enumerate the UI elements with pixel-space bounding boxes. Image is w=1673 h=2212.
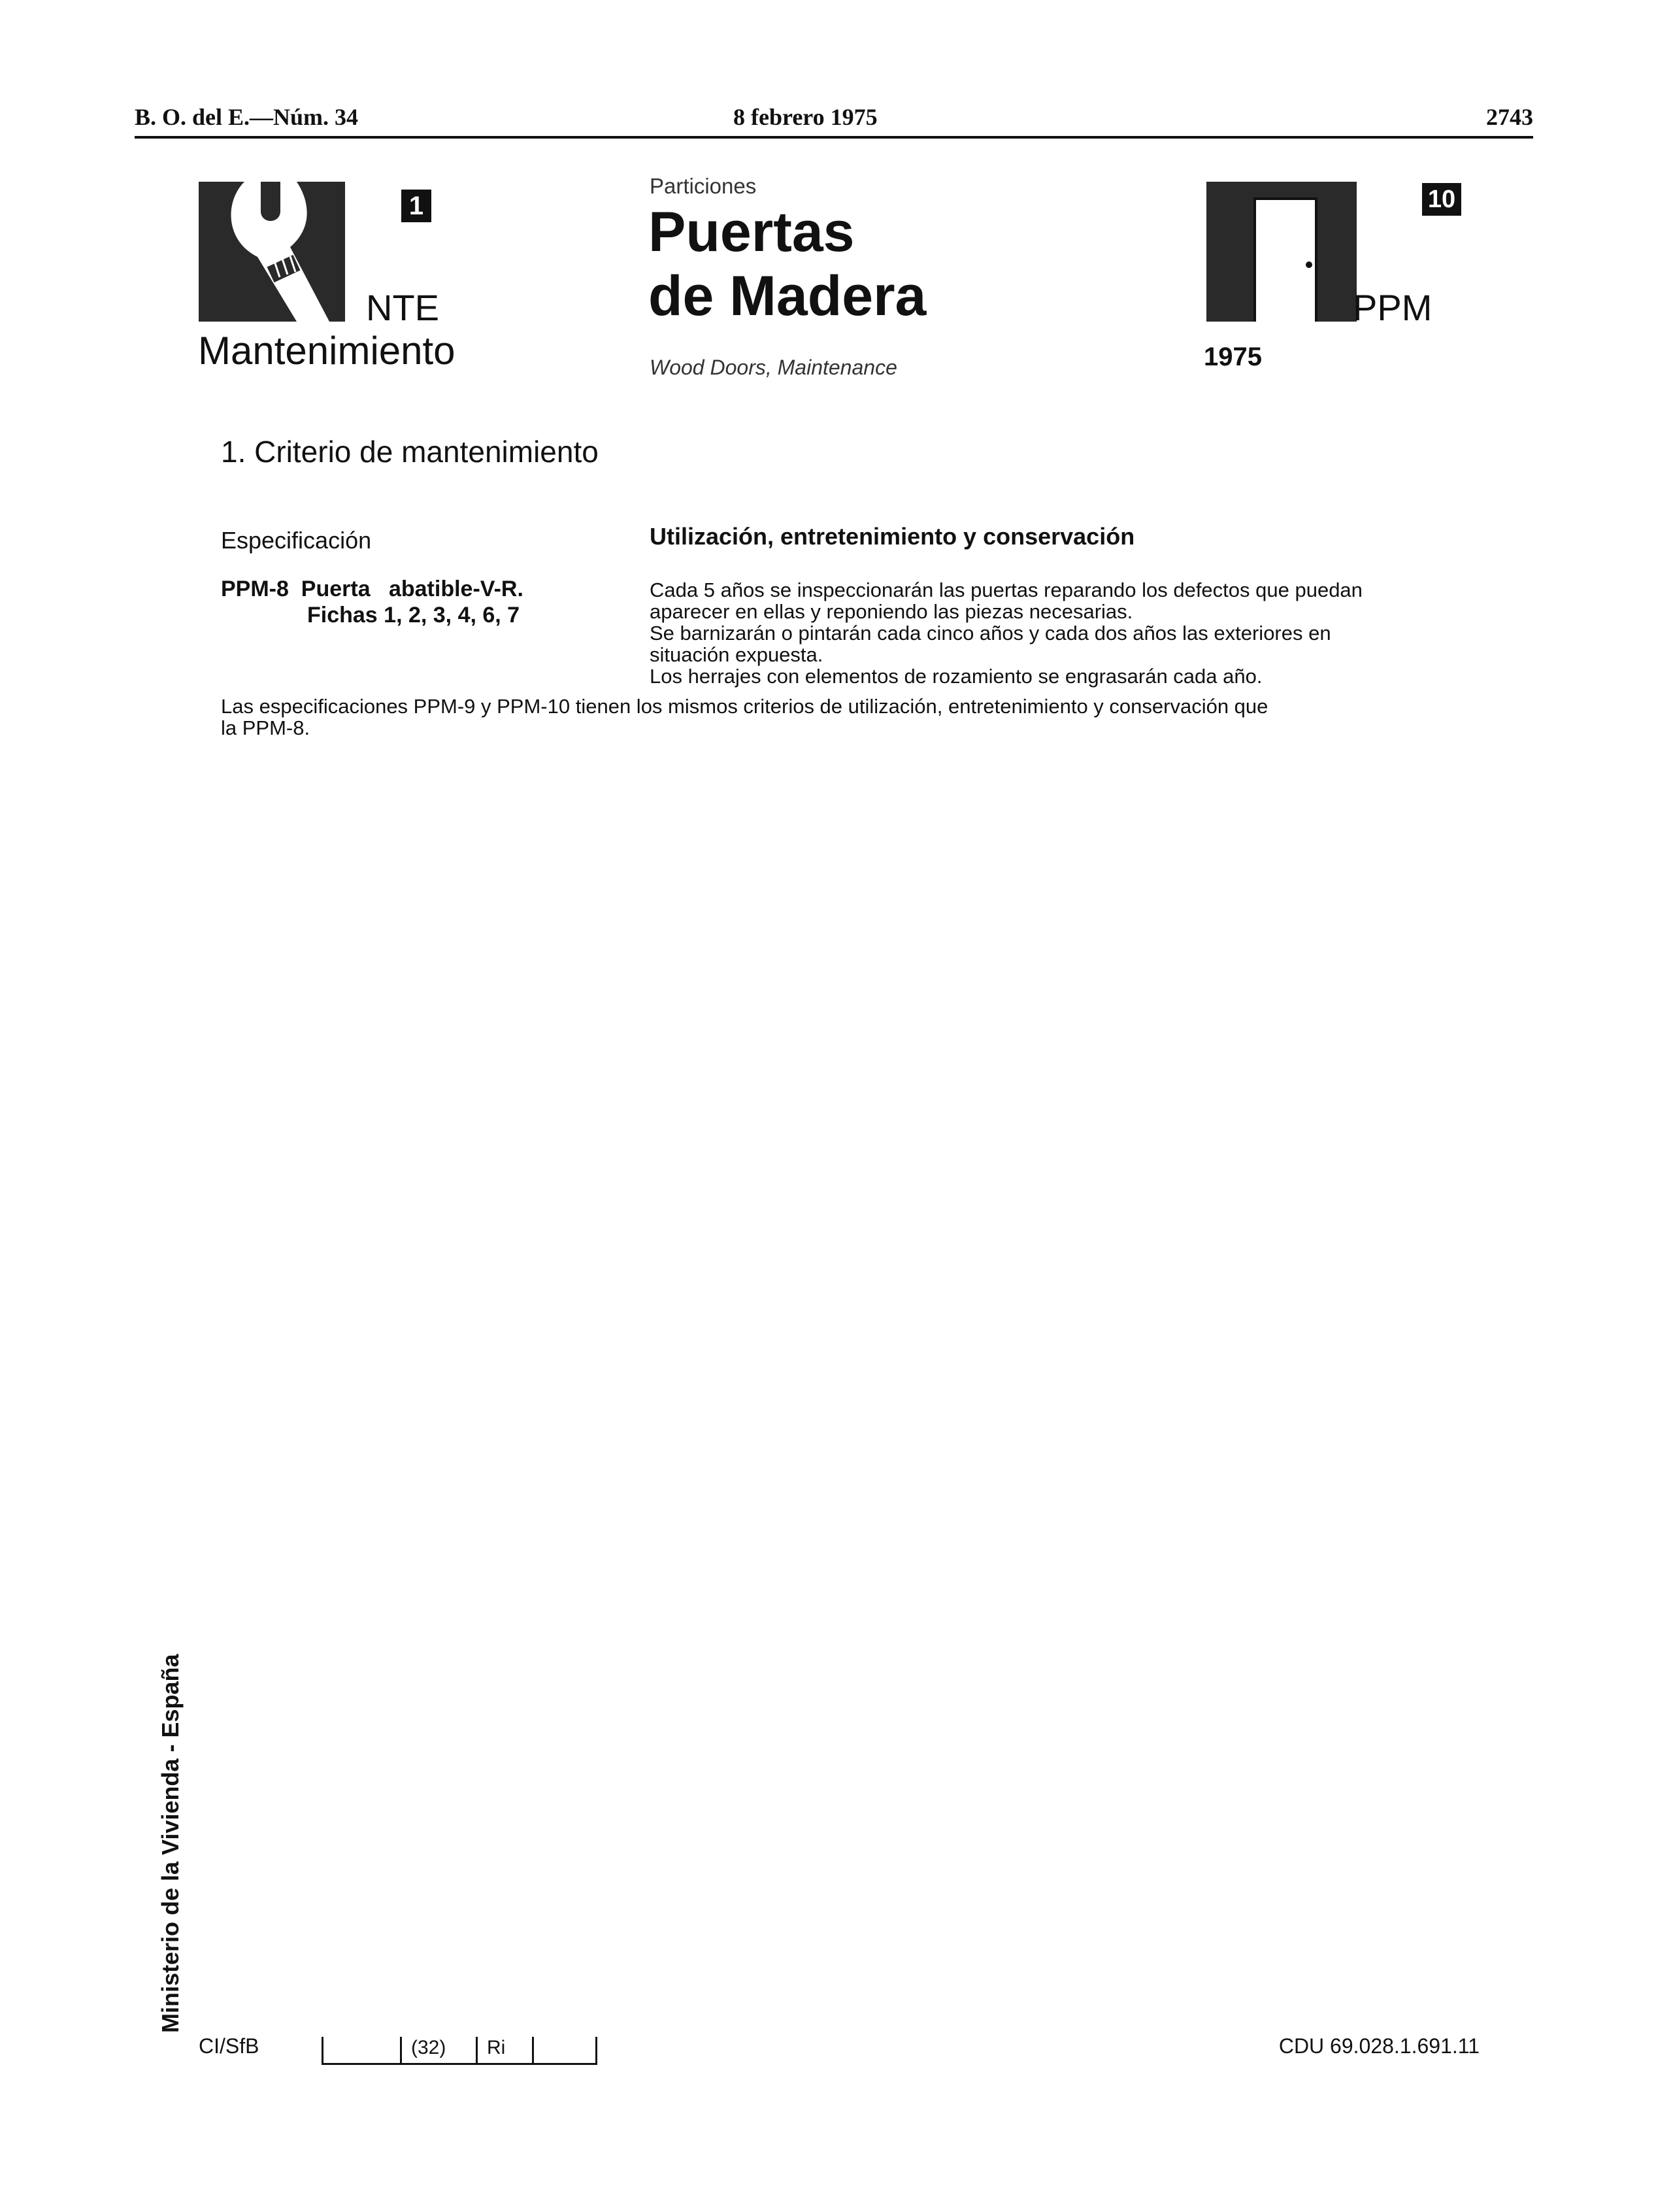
title-line-1: Puertas bbox=[648, 201, 855, 263]
cisfb-cell: (32) bbox=[400, 2037, 476, 2063]
running-head-left: B. O. del E.—Núm. 34 bbox=[135, 104, 359, 130]
cisfb-cell bbox=[532, 2037, 597, 2063]
body-line: Se barnizarán o pintarán cada cinco años y cada dos años las exteriores en bbox=[650, 622, 1331, 645]
wrench-logo-icon bbox=[199, 182, 345, 322]
specifications-note bbox=[221, 695, 1463, 739]
door-number-badge: 10 bbox=[1422, 183, 1461, 216]
nte-code: NTE bbox=[366, 287, 439, 328]
body-line: situación expuesta. bbox=[650, 643, 823, 666]
spec-line-2: Fichas 1, 2, 3, 4, 6, 7 bbox=[307, 603, 520, 628]
body-line: Cada 5 años se inspeccionarán las puertas reparando los defectos que puedan bbox=[650, 578, 1363, 601]
header-rule bbox=[135, 136, 1533, 139]
english-subtitle: Wood Doors, Maintenance bbox=[650, 356, 897, 379]
running-head-date: 8 febrero 1975 bbox=[733, 104, 878, 130]
cisfb-cell bbox=[322, 2037, 400, 2063]
specification-header: Especificación bbox=[221, 527, 372, 554]
maintenance-label: Mantenimiento bbox=[198, 329, 456, 373]
cisfb-label: CI/SfB bbox=[199, 2034, 259, 2058]
series-label: Particiones bbox=[650, 174, 757, 198]
cisfb-classification-box bbox=[322, 2037, 597, 2065]
body-line: aparecer en ellas y reponiendo las piezas necesarias. bbox=[650, 600, 1133, 623]
door-knob-icon bbox=[1306, 261, 1312, 268]
ministry-side-text: Ministerio de la Vivienda - España bbox=[157, 1654, 184, 2033]
maintenance-body bbox=[650, 579, 1460, 687]
ppm-code: PPM bbox=[1353, 287, 1433, 328]
maintenance-header: Utilización, entretenimiento y conservación bbox=[650, 523, 1135, 550]
title-line-2: de Madera bbox=[648, 265, 927, 327]
page-number: 2743 bbox=[1486, 104, 1533, 130]
logo-number-badge: 1 bbox=[401, 190, 431, 222]
spec-line-1: PPM-8 Puerta abatible-V-R. bbox=[221, 577, 523, 601]
note-line: la PPM-8. bbox=[221, 716, 310, 739]
cisfb-cell: Ri bbox=[476, 2037, 532, 2063]
door-panel-shape bbox=[1253, 197, 1317, 322]
year-label: 1975 bbox=[1204, 343, 1262, 371]
note-line: Las especificaciones PPM-9 y PPM-10 tienen los mismos criterios de utilización, entretenimiento y conservación que bbox=[221, 695, 1268, 718]
cdu-code: CDU 69.028.1.691.11 bbox=[1278, 2034, 1480, 2058]
section-title: 1. Criterio de mantenimiento bbox=[221, 435, 599, 469]
body-line: Los herrajes con elementos de rozamiento se engrasarán cada año. bbox=[650, 665, 1263, 688]
